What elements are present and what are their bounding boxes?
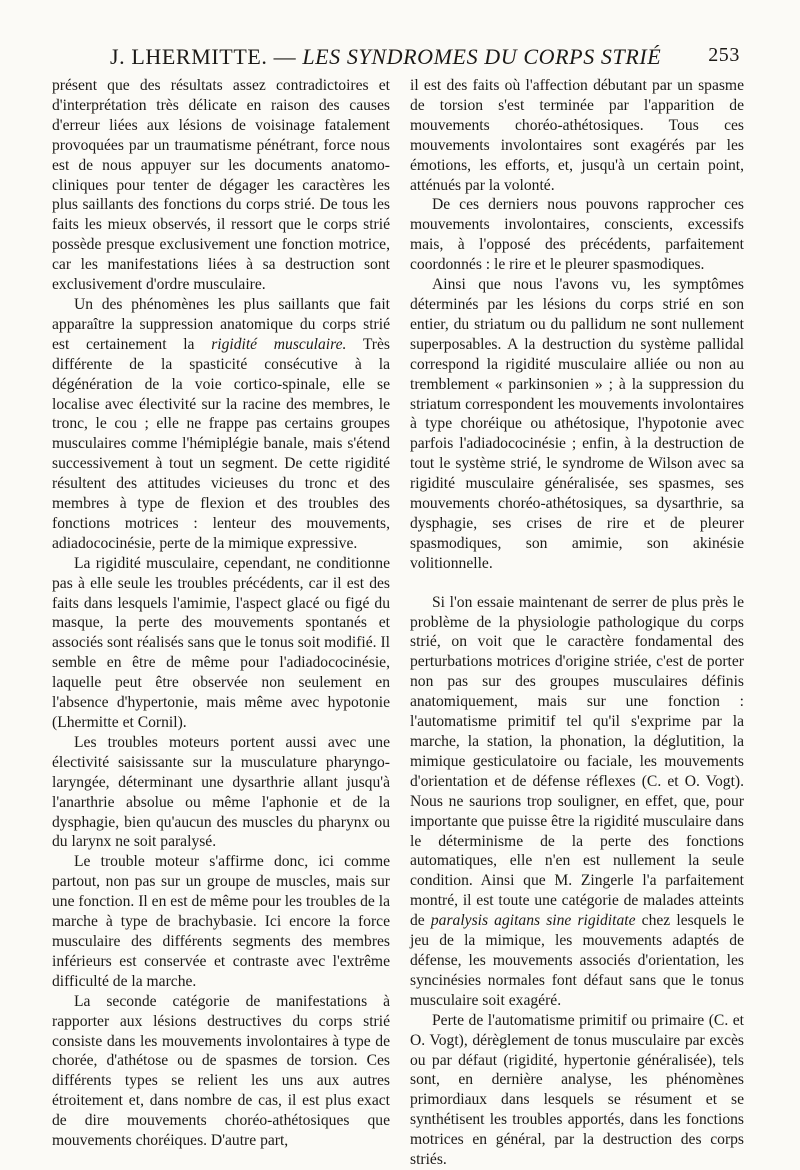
- paragraph: [410, 593, 744, 1011]
- paragraph: il est des faits où l'affection débutant par un spasme de torsion s'est terminée par l'apparition de mouvements choréo-athétosiques. Tous ces mouvements involontaires sont exagérés par les émotions, les efforts, et, jusqu'à un certain point, atténués par la volonté.: [410, 77, 744, 194]
- paragraph: Perte de l'automatisme primitif ou primaire (C. et O. Vogt), dérèglement de tonus musculaire par excès ou par défaut (rigidité, hypertonie généralisée), tels sont, en dernière analyse, les phénomènes primordiaux dans lesquels se résument et se synthétisent les troubles apportés, dans les fonctions motrices en général, par la destruction des corps striés.: [410, 1011, 744, 1169]
- paragraph: [52, 295, 390, 554]
- header-running-title: LES SYNDROMES DU CORPS STRIÉ: [302, 44, 662, 69]
- paragraph: Les troubles moteurs portent aussi avec une électivité saisissante sur la musculature pharyngo-laryngée, déterminant une dysarthrie allant jusqu'à l'anarthrie absolue ou même l'aphonie et de la dysphagie, bien qu'aucun des muscles du pharynx ou du larynx ne soit paralysé.: [52, 733, 390, 851]
- paragraph: La rigidité musculaire, cependant, ne conditionne pas à elle seule les troubles précédents, car il est des faits dans lesquels l'amimie, l'aspect glacé ou figé du masque, la perte des mouvements spontanés et associés sont réalisés sans que le tonus soit modifié. Il semble en être de même pour l'adiadococinésie, laquelle peut être observée non seulement en l'absence d'hypertonie, mais même avec hypotonie (Lhermitte et Cornil).: [52, 554, 390, 731]
- left-column: [52, 76, 390, 1151]
- page-number: 253: [708, 44, 740, 66]
- paragraph-text: Très différente de la spasticité consécutive à la dégénération de la voie cortico-spinale, elle se localise avec électivité sur la racine des membres, le tronc, le cou ; elle ne frappe pas certains groupes musculaires comme l'hémiplégie banale, mais s'étend successivement à tout un segment. De cette rigidité résultent des attitudes vicieuses du tronc et des membres à type de flexion et des troubles des fonctions motrices : lenteur des mouvements, adiadococinésie, perte de la mimique expressive.: [52, 335, 390, 552]
- paragraph: De ces derniers nous pouvons rapprocher ces mouvements involontaires, conscients, excessifs mais, à l'opposé des précédents, parfaitement coordonnés : le rire et le pleurer spasmodiques.: [410, 196, 744, 274]
- italic-term: paralysis agitans sine rigiditate: [430, 912, 636, 930]
- italic-term: rigidité musculaire.: [211, 335, 347, 353]
- paragraph-text: Un des phénomènes les plus saillants que fait apparaître la suppression anatomique du corps strié est certainement la: [52, 295, 390, 353]
- paragraph: présent que des résultats assez contradictoires et d'interprétation très délicate en raison des causes d'erreur liées aux lésions de voisinage fatalement provoquées par un traumatisme pénétrant, force nous est de nous appuyer sur les documents anatomo-cliniques pour tenter de dégager les caractères les plus saillants des fonctions du corps strié. De tous les faits les mieux observés, il ressort que le corps strié possède presque exclusivement une fonction motrice, car les manifestations liées à sa destruction sont exclusivement d'ordre musculaire.: [52, 77, 390, 294]
- running-title: [110, 44, 661, 70]
- paragraph: Ainsi que nous l'avons vu, les symptômes déterminés par les lésions du corps strié en son entier, du striatum ou du pallidum ne sont nullement superposables. A la destruction du système pallidal correspond la rigidité musculaire alliée ou non au tremblement « parkinsonien » ; à la suppression du striatum correspondent les mouvements involontaires à type choréique ou athétosique, l'hypotonie avec parfois l'adiadococinésie ; enfin, à la destruction de tout le système strié, le syndrome de Wilson avec sa rigidité musculaire généralisée, ses spasmes, ses mouvements choréo-athétosiques, sa dysarthrie, sa dysphagie, ses crises de rire et de pleurer spasmodiques, son amimie, son akinésie volitionnelle.: [410, 276, 744, 572]
- paragraph-text: chez lesquels le jeu de la mimique, les mouvements adaptés de défense, les mouvements associés d'orientation, les syncinésies normales font défaut sans que le tonus musculaire soit exagéré.: [410, 912, 744, 1009]
- paragraph-text: Si l'on essaie maintenant de serrer de plus près le problème de la physiologie pathologique du corps strié, on voit que le caractère fondamental des perturbations motrices d'origine striée, c'est de porter non pas sur des groupes musculaires définis anatomiquement, mais sur une fonction : l'automatisme primitif tel qu'il s'exprime par la marche, la station, la phonation, la déglutition, la mimique gesticulatoire ou faciale, les mouvements d'orientation et de défense réflexes (C. et O. Vogt). Nous ne saurions trop souligner, en effet, que, pour importante que puisse être la rigidité musculaire dans le déterminisme de la perte des fonctions automatiques, elle n'en est nullement la seule condition. Ainsi que M. Zingerle l'a parfaitement montré, il est toute une catégorie de malades atteints de: [410, 593, 744, 930]
- header-author: J. LHERMITTE. —: [110, 44, 297, 69]
- paragraph: La seconde catégorie de manifestations à rapporter aux lésions destructives du corps strié consiste dans les mouvements involontaires à type de chorée, d'athétose ou de spasmes de torsion. Ces différents types se relient les uns aux autres étroitement et, dans nombre de cas, il est plus exact de dire mouvements choréo-athétosiques que mouvements choréiques. D'autre part,: [52, 992, 390, 1150]
- right-column: [410, 76, 744, 1170]
- running-header: [60, 36, 740, 76]
- paragraph: Le trouble moteur s'affirme donc, ici comme partout, non pas sur un groupe de muscles, mais sur une fonction. Il en est de même pour les troubles de la marche à type de brachybasie. Ici encore la force musculaire des différents segments des membres inférieurs est conservée et contraste avec l'extrême difficulté de la marche.: [52, 853, 390, 990]
